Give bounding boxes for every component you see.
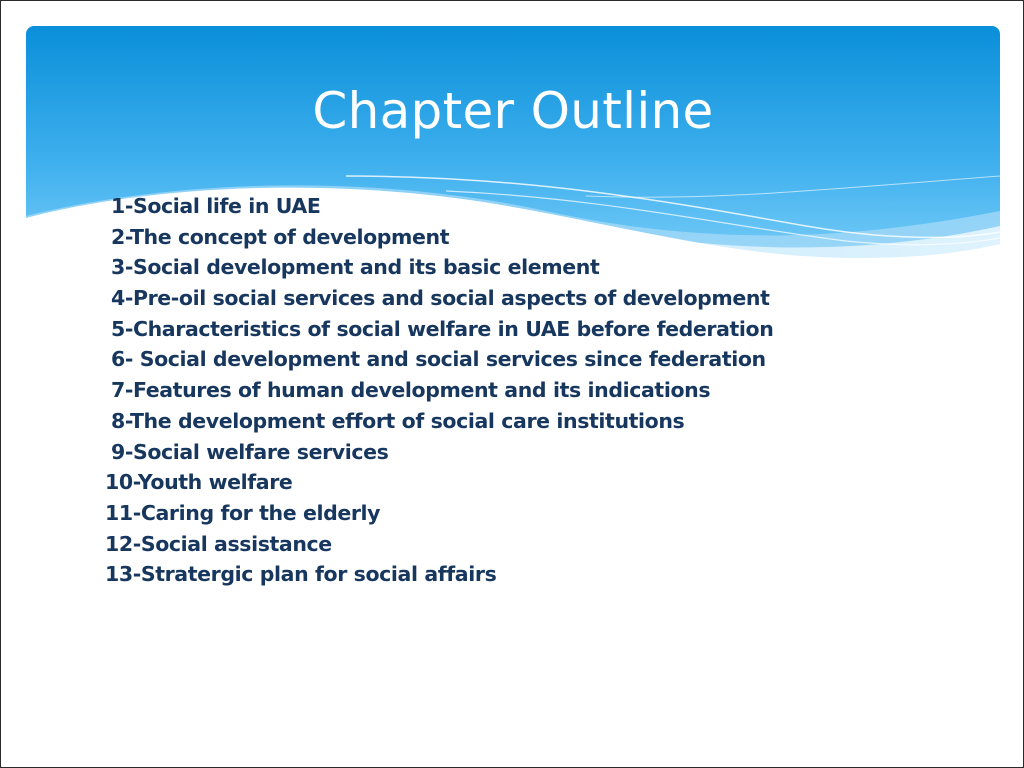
outline-item: 11-Caring for the elderly xyxy=(105,500,381,525)
outline-item: 2-The concept of development xyxy=(111,224,450,249)
outline-item: 8-The development effort of social care institutions xyxy=(111,408,685,433)
outline-item: 10-Youth welfare xyxy=(105,470,293,495)
outline-item: 12-Social assistance xyxy=(105,531,332,556)
slide-title: Chapter Outline xyxy=(312,82,714,140)
outline-item: 9-Social welfare services xyxy=(111,439,389,464)
outline-item: 1-Social life in UAE xyxy=(111,194,321,218)
outline-item: 4-Pre-oil social services and social aspects of development xyxy=(111,286,770,311)
outline-list xyxy=(101,191,773,590)
outline-item: 7-Features of human development and its indications xyxy=(111,378,711,403)
outline-item: 13-Stratergic plan for social affairs xyxy=(105,562,497,587)
outline-item: 6- Social development and social services since federation xyxy=(111,347,766,372)
outline-item: 3-Social development and its basic element xyxy=(111,255,600,280)
outline-item: 5-Characteristics of social welfare in UAE before federation xyxy=(111,316,774,341)
